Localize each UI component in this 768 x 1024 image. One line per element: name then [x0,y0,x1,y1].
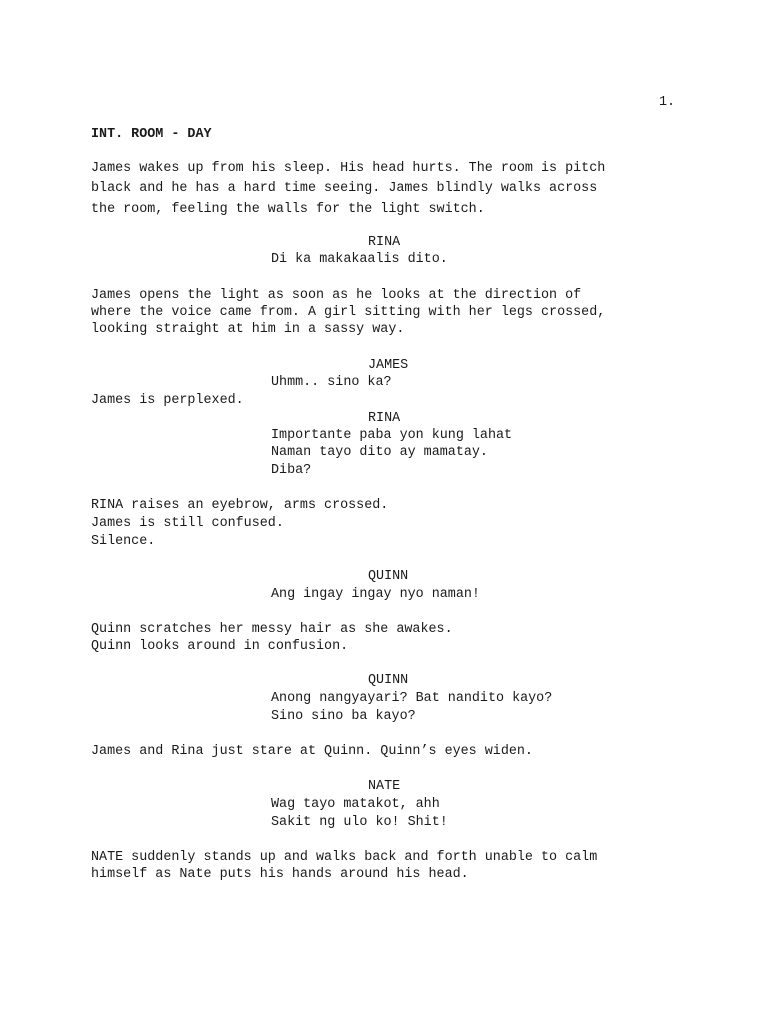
dialogue-line: Uhmm.. sino ka? [271,375,392,390]
action-line: James opens the light as soon as he looks at the direction of [91,288,582,303]
action-line: where the voice came from. A girl sitting with her legs crossed, [91,305,606,320]
action-line: James wakes up from his sleep. His head hurts. The room is pitch [91,161,606,176]
dialogue-line: Sino sino ba kayo? [271,709,416,724]
action-line: James and Rina just stare at Quinn. Quinn’s eyes widen. [91,744,533,759]
dialogue-line: Diba? [271,463,312,478]
action-line: RINA raises an eyebrow, arms crossed. [91,498,389,513]
scene-heading: INT. ROOM - DAY [91,127,212,142]
action-line: NATE suddenly stands up and walks back and forth unable to calm [91,850,598,865]
character-name: RINA [368,235,401,250]
dialogue-line: Ang ingay ingay nyo naman! [271,587,480,602]
dialogue-line: Naman tayo dito ay mamatay. [271,445,488,460]
action-line: looking straight at him in a sassy way. [91,322,405,337]
dialogue-line: Importante paba yon kung lahat [271,428,513,443]
action-line: James is still confused. [91,516,284,531]
character-name: QUINN [368,673,409,688]
character-name: RINA [368,411,401,426]
character-name: JAMES [368,358,409,373]
dialogue-line: Anong nangyayari? Bat nandito kayo? [271,691,553,706]
action-line: black and he has a hard time seeing. James blindly walks across [91,181,598,196]
dialogue-line: Di ka makakaalis dito. [271,252,448,267]
action-line: Quinn scratches her messy hair as she awakes. [91,622,453,637]
dialogue-line: Sakit ng ulo ko! Shit! [271,815,448,830]
action-line: the room, feeling the walls for the light switch. [91,202,485,217]
character-name: NATE [368,779,401,794]
action-line: James is perplexed. [91,393,244,408]
character-name: QUINN [368,569,409,584]
action-line: Silence. [91,534,156,549]
page-number: 1. [659,95,676,110]
action-line: Quinn looks around in confusion. [91,639,349,654]
dialogue-line: Wag tayo matakot, ahh [271,797,440,812]
action-line: himself as Nate puts his hands around his head. [91,867,469,882]
